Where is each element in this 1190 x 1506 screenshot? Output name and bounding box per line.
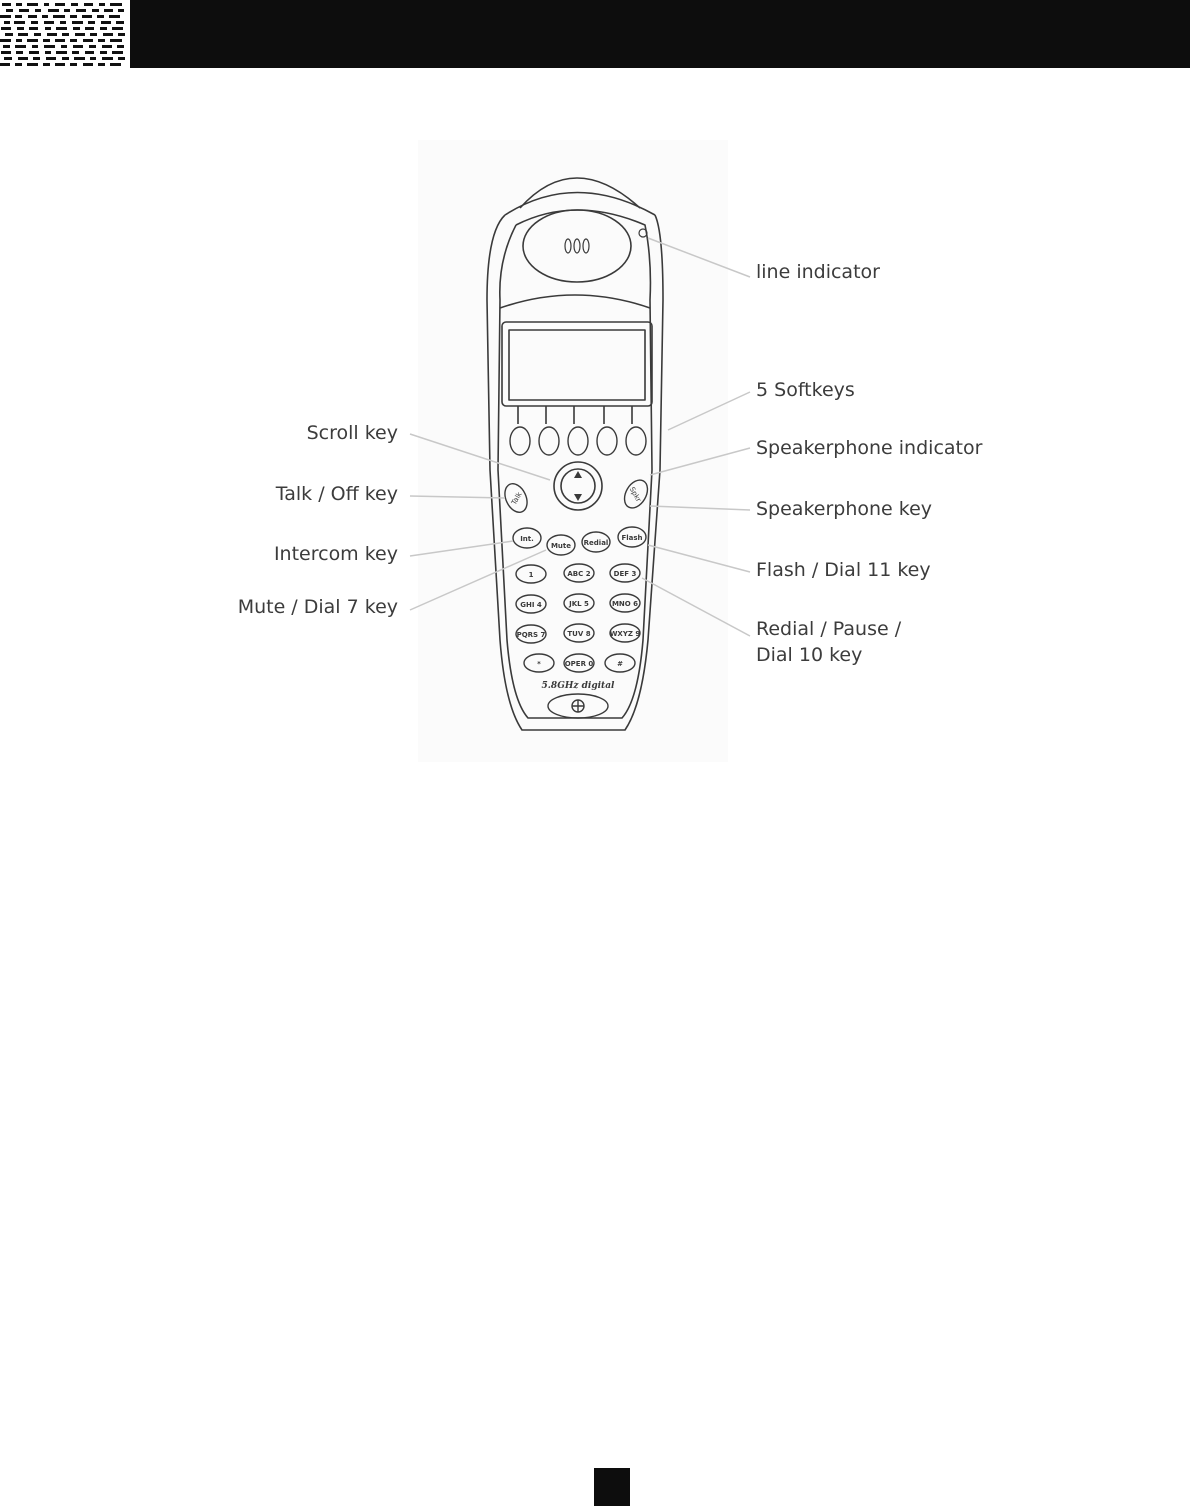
key-6: MNO 6 xyxy=(611,600,639,608)
key-9: WXYZ 9 xyxy=(609,630,641,638)
key-star: * xyxy=(537,660,541,668)
key-2: ABC 2 xyxy=(567,570,591,578)
callout-speakerphone-indicator: Speakerphone indicator xyxy=(756,437,983,459)
callout-scroll-key: Scroll key xyxy=(306,422,398,444)
callout-speakerphone-key: Speakerphone key xyxy=(756,498,933,520)
redial-key-label: Redial xyxy=(583,539,609,547)
key-8: TUV 8 xyxy=(567,630,591,638)
callout-flash-key: Flash / Dial 11 key xyxy=(756,559,931,581)
callout-talk-off-key: Talk / Off key xyxy=(275,483,398,505)
callout-softkeys: 5 Softkeys xyxy=(756,379,855,401)
key-5: JKL 5 xyxy=(569,600,589,608)
callout-intercom-key: Intercom key xyxy=(273,543,398,565)
flash-key-label: Flash xyxy=(621,534,643,542)
mute-key-label: Mute xyxy=(550,542,572,550)
key-1: 1 xyxy=(528,571,534,579)
key-0: OPER 0 xyxy=(564,660,594,668)
key-7: PQRS 7 xyxy=(516,631,546,639)
intercom-key-label: Int. xyxy=(520,535,534,543)
brand-text: 5.8GHz digital xyxy=(541,681,615,691)
key-4: GHI 4 xyxy=(520,601,542,609)
speaker-key-label: Spkr xyxy=(627,485,643,504)
talk-key-label: Talk xyxy=(510,490,524,507)
callout-line-indicator: line indicator xyxy=(756,261,880,283)
key-hash: # xyxy=(617,660,623,668)
page-number-box xyxy=(594,1468,630,1506)
callout-redial-key-line2: Dial 10 key xyxy=(756,644,863,666)
callout-mute-key: Mute / Dial 7 key xyxy=(237,596,398,618)
callout-redial-key-line1: Redial / Pause / xyxy=(756,618,902,640)
key-3: DEF 3 xyxy=(613,570,637,578)
